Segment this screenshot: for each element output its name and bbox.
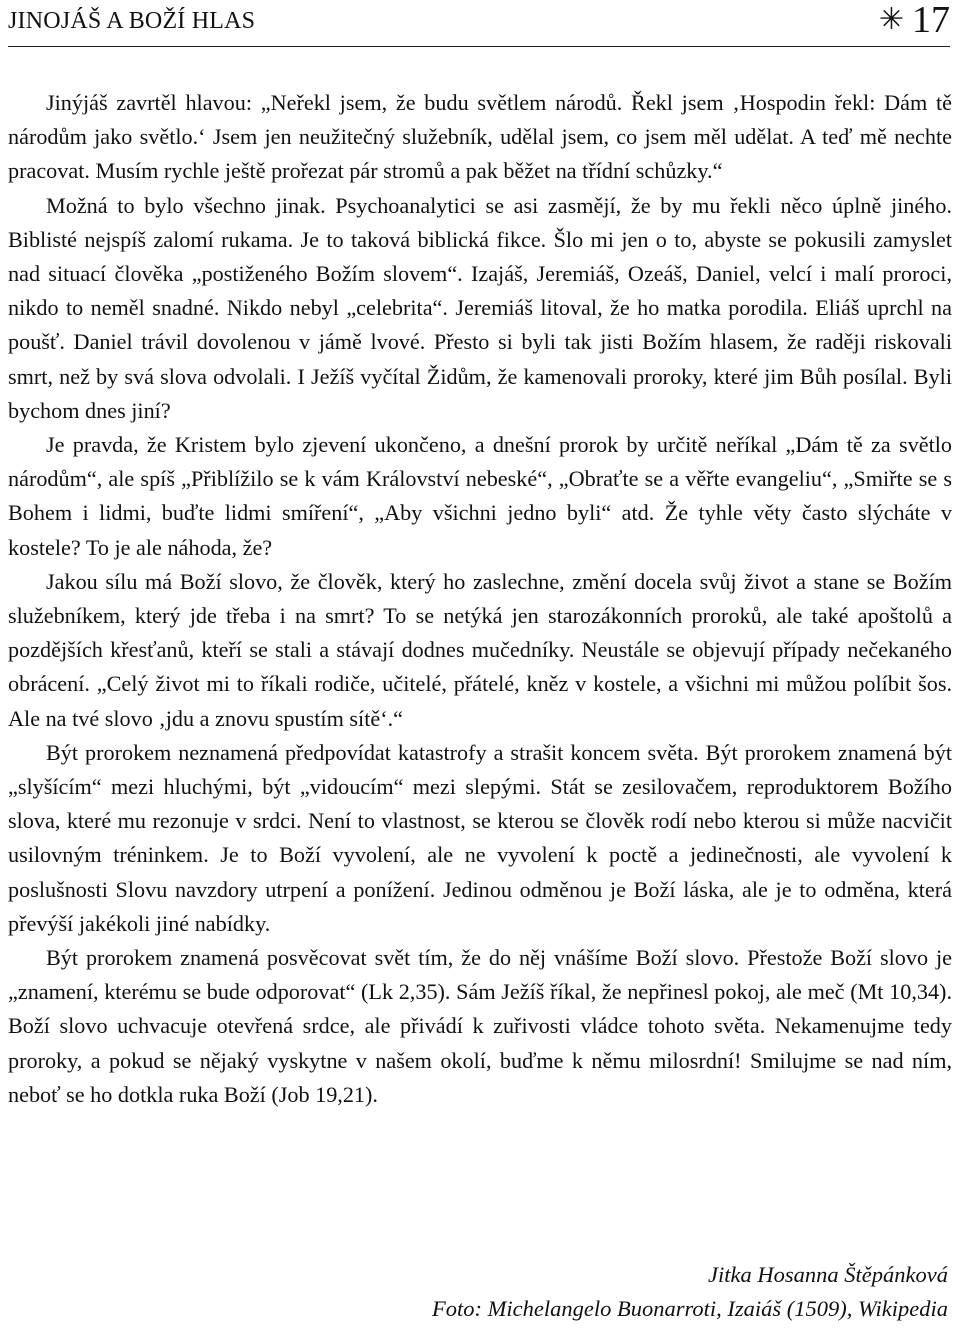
running-header	[8, 0, 950, 47]
star-ornament-icon: ✳	[878, 3, 904, 36]
paragraph: Jinýjáš zavrtěl hlavou: „Neřekl jsem, že budu světlem národů. Řekl jsem ‚Hospodin řekl: Dám tě národům jako světlo.‘ Jsem jen neužitečný služebník, udělal jsem, co jsem měl udělat. A teď mě nechte pracovat. Musím rychle ještě prořezat pár stromů a pak běžet na třídní schůzky.“	[8, 90, 952, 184]
page-number: 17	[912, 0, 950, 41]
paragraph: Jakou sílu má Boží slovo, že člověk, který ho zaslechne, změní docela svůj život a stane se Božím služebníkem, který jde třeba i na smrt? To se netýká jen starozákonních proroků, ale také apoštolů a pozdějších křesťanů, kteří se stali a stávají dodnes mučedníky. Neustále se objevují případy nečekaného obrácení. „Celý život mi to říkali rodiče, učitelé, přátelé, kněz v kostele, a všichni mi můžou políbit šos. Ale na tvé slovo ‚jdu a znovu spustím sítě‘.“	[8, 568, 952, 731]
author-signature: Jitka Hosanna Štěpánková	[708, 1262, 948, 1287]
running-title: JINOJÁŠ A BOŽÍ HLAS	[8, 8, 256, 34]
photo-credit: Foto: Michelangelo Buonarroti, Izaiáš (1509), Wikipedia	[432, 1296, 948, 1321]
paragraph: Možná to bylo všechno jinak. Psychoanalytici se asi zasmějí, že by mu řekli něco úplně jiného. Biblisté nejspíš zalomí rukama. Je to taková biblická fikce. Šlo mi jen o to, abyste se pokusili zamyslet nad situací člověka „postiženého Božím slovem“. Izajáš, Jeremiáš, Ozeáš, Daniel, velcí i malí proroci, nikdo to neměl snadné. Nikdo nebyl „celebrita“. Jeremiáš litoval, že ho matka porodila. Eliáš uprchl na poušť. Daniel trávil dovolenou v jámě lvové. Přesto si byli tak jisti Božím hlasem, že raději riskovali smrt, než by svá slova odvolali. I Ježíš vyčítal Židům, že kamenovali proroky, které jim Bůh posílal. Byli bychom dnes jiní?	[8, 192, 952, 423]
page-number-block	[879, 0, 950, 40]
article-body	[8, 86, 952, 1112]
paragraph: Být prorokem neznamená předpovídat katastrofy a strašit koncem světa. Být prorokem znamená být „slyšícím“ mezi hluchými, být „vidoucím“ mezi slepými. Stát se zesilovačem, reproduktorem Božího slova, které mu rezonuje v srdci. Není to vlastnost, se kterou se člověk rodí nebo kterou si může nacvičit usilovným tréninkem. Je to Boží vyvolení, ale ne vyvolení k poctě a jedinečnosti, ale vyvolení k poslušnosti Slovu navzdory utrpení a ponížení. Jedinou odměnou je Boží láska, ale je to odměna, která převýší jakékoli jiné nabídky.	[8, 739, 952, 936]
paragraph: Být prorokem znamená posvěcovat svět tím, že do něj vnášíme Boží slovo. Přestože Boží slovo je „znamení, kterému se bude odporovat“ (Lk 2,35). Sám Ježíš říkal, že nepřinesl pokoj, ale meč (Mt 10,34). Boží slovo uchvacuje otevřená srdce, ale přivádí k zuřivosti vládce tohoto světa. Nekamenujme tedy proroky, a pokud se nějaký vyskytne v našem okolí, buďme k němu milosrdní! Smilujme se nad ním, neboť se ho dotkla ruka Boží (Job 19,21).	[8, 945, 952, 1107]
paragraph: Je pravda, že Kristem bylo zjevení ukončeno, a dnešní prorok by určitě neříkal „Dám tě za světlo národům“, ale spíš „Přiblížilo se k vám Království nebeské“, „Obraťte se a věřte evangeliu“, „Smiřte se s Bohem i lidmi, buďte lidmi smíření“, „Aby všichni jedno byli“ atd. Že tyhle věty často slýcháte v kostele? To je ale náhoda, že?	[8, 432, 952, 560]
